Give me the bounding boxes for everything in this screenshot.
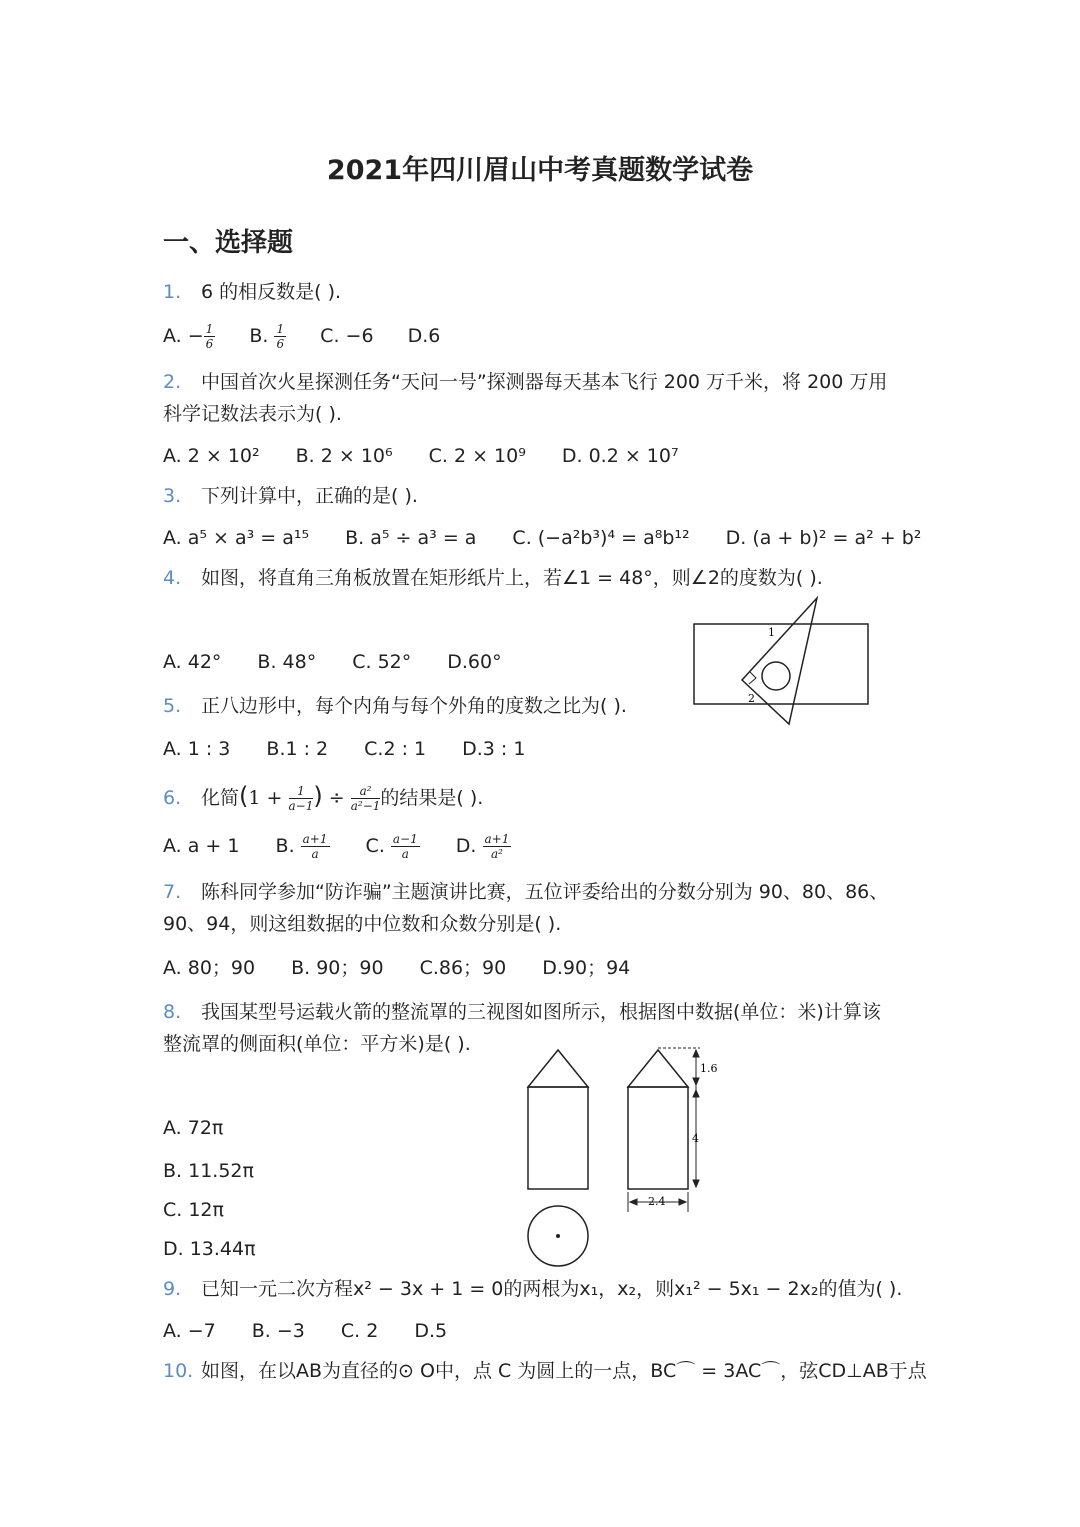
- three-view-figure: [520, 1040, 730, 1270]
- angle-1-label: 1: [768, 626, 775, 639]
- option-c: C.: [365, 835, 385, 857]
- triangle-hole: [762, 662, 790, 690]
- options-1: [163, 320, 440, 352]
- options-5: [163, 733, 561, 765]
- option-b: B.: [249, 325, 269, 347]
- option-b: B.: [275, 835, 295, 857]
- side-view-cylinder: [628, 1087, 688, 1189]
- option-c: C.2 : 1: [364, 738, 427, 760]
- options-2: [163, 440, 715, 472]
- option-a: A. 72π: [163, 1117, 224, 1139]
- fraction: $\frac{\text{a²}}{\text{a²−1}}$: [350, 784, 381, 813]
- question-stem: 化简: [201, 787, 240, 809]
- triangle-shape: [742, 598, 817, 724]
- question-number: 7.: [163, 881, 182, 903]
- question-number: 8.: [163, 1001, 182, 1023]
- options-7: [163, 952, 666, 984]
- option-d: D.5: [414, 1320, 448, 1342]
- question-number: 3.: [163, 485, 182, 507]
- option-d: D. (a + b)² = a² + b²: [725, 527, 922, 549]
- option-b: B. 90；90: [291, 957, 384, 979]
- option-d: D.6: [407, 325, 441, 347]
- question-number: 4.: [163, 567, 182, 589]
- dim-label-cone-height: 1.6: [700, 1062, 718, 1075]
- angle-2-label: 2: [748, 692, 755, 705]
- option-d: D. 13.44π: [163, 1238, 256, 1260]
- arrow: [679, 1199, 686, 1205]
- option-a: A. 42°: [163, 651, 222, 673]
- question-number: 9.: [163, 1278, 182, 1300]
- question-stem: 如图，在以AB为直径的⊙ O中，点 C 为圆上的一点，BC⌒ = 3AC⌒，弦CD⊥AB于点: [201, 1360, 927, 1382]
- arrow: [693, 1180, 699, 1187]
- question-5: [163, 690, 627, 722]
- triangle-rectangle-figure: [688, 592, 878, 732]
- option-d: D. 0.2 × 10⁷: [561, 445, 679, 467]
- paren-left: (: [239, 782, 249, 810]
- question-stem: 已知一元二次方程x² − 3x + 1 = 0的两根为x₁，x₂，则x₁² − 5x₁ − 2x₂的值为( ).: [201, 1278, 903, 1300]
- question-number: 1.: [163, 281, 182, 303]
- question-9: [163, 1273, 902, 1305]
- front-view-cone: [528, 1050, 588, 1087]
- option-a: A. −7: [163, 1320, 216, 1342]
- option-d: D.3 : 1: [462, 738, 526, 760]
- question-7: [163, 876, 888, 940]
- option-a: A. a + 1: [163, 835, 240, 857]
- option-d: D.60°: [447, 651, 502, 673]
- page-title: 2021年四川眉山中考真题数学试卷: [326, 155, 754, 186]
- paren-right: ): [313, 782, 323, 810]
- question-1: [163, 276, 341, 308]
- question-6: [163, 780, 483, 814]
- question-stem: 下列计算中，正确的是( ).: [201, 485, 418, 507]
- option-b: B. 11.52π: [163, 1160, 254, 1182]
- options-3: [163, 522, 957, 554]
- option-d: D.90；94: [542, 957, 631, 979]
- question-stem: 我国某型号运载火箭的整流罩的三视图如图所示，根据图中数据(单位：米)计算该: [201, 1001, 881, 1023]
- options-6: [163, 830, 511, 862]
- question-stem-cont: 整流罩的侧面积(单位：平方米)是( ).: [163, 1033, 471, 1055]
- question-3: [163, 480, 418, 512]
- option-c: C. (−a²b³)⁴ = a⁸b¹²: [512, 527, 690, 549]
- question-stem: 正八边形中，每个内角与每个外角的度数之比为( ).: [201, 695, 627, 717]
- expr-one-plus: 1 +: [248, 787, 283, 809]
- arrow: [630, 1199, 637, 1205]
- options-9: [163, 1315, 483, 1347]
- option-c: C. 2: [340, 1320, 379, 1342]
- question-stem-end: 的结果是( ).: [380, 787, 484, 809]
- option-a: A. 1 : 3: [163, 738, 231, 760]
- question-number: 10.: [163, 1360, 194, 1382]
- option-b: B. 2 × 10⁶: [295, 445, 393, 467]
- option-c: C. −6: [320, 325, 374, 347]
- option-b: B. 48°: [257, 651, 317, 673]
- option-b: B.1 : 2: [266, 738, 329, 760]
- question-stem: 如图，将直角三角板放置在矩形纸片上，若∠1 = 48°，则∠2的度数为( ).: [201, 567, 823, 589]
- question-stem-cont: 科学记数法表示为( ).: [163, 403, 342, 425]
- option-c: C. 52°: [352, 651, 412, 673]
- question-stem-cont: 90、94，则这组数据的中位数和众数分别是( ).: [163, 913, 562, 935]
- top-view-center: [556, 1234, 560, 1238]
- question-stem: 中国首次火星探测任务“天问一号”探测器每天基本飞行 200 万千米，将 200 万用: [201, 371, 888, 393]
- option-a: A. −: [163, 325, 204, 347]
- rectangle-shape: [694, 624, 868, 704]
- question-4: [163, 562, 823, 594]
- question-number: 5.: [163, 695, 182, 717]
- dim-label-width: 2.4: [648, 1195, 666, 1208]
- question-number: 2.: [163, 371, 182, 393]
- section-heading: 一、选择题: [163, 228, 294, 258]
- option-c: C. 12π: [163, 1199, 224, 1221]
- option-c: C. 2 × 10⁹: [428, 445, 526, 467]
- arrow: [693, 1090, 699, 1097]
- question-2: [163, 366, 887, 430]
- right-angle-mark: [749, 672, 756, 684]
- options-4: [163, 646, 538, 678]
- question-stem: 6 的相反数是( ).: [201, 281, 342, 303]
- option-a: A. a⁵ × a³ = a¹⁵: [163, 527, 310, 549]
- front-view-cylinder: [528, 1087, 588, 1189]
- side-view-cone: [628, 1050, 688, 1087]
- expr-div: ÷: [328, 787, 345, 809]
- fraction: $\frac{1}{6}$: [205, 322, 214, 351]
- fraction: $\frac{a-1}{a}$: [392, 832, 418, 861]
- option-c: C.86；90: [419, 957, 507, 979]
- question-10: [163, 1355, 927, 1387]
- option-d: D.: [455, 835, 477, 857]
- option-b: B. −3: [251, 1320, 305, 1342]
- option-b: B. a⁵ ÷ a³ = a: [345, 527, 477, 549]
- question-number: 6.: [163, 787, 182, 809]
- option-a: A. 80；90: [163, 957, 256, 979]
- dim-label-cylinder-height: 4: [692, 1132, 699, 1145]
- question-stem: 陈科同学参加“防诈骗”主题演讲比赛，五位评委给出的分数分别为 90、80、86、: [201, 881, 889, 903]
- fraction: $\frac{1}{6}$: [276, 322, 285, 351]
- fraction: $\frac{a+1}{\text{a²}}$: [484, 832, 510, 861]
- arrow: [693, 1050, 699, 1057]
- arrow: [693, 1078, 699, 1085]
- fraction: $\frac{a+1}{a}$: [302, 832, 328, 861]
- fraction: $\frac{1}{a-1}$: [288, 784, 314, 813]
- option-a: A. 2 × 10²: [163, 445, 260, 467]
